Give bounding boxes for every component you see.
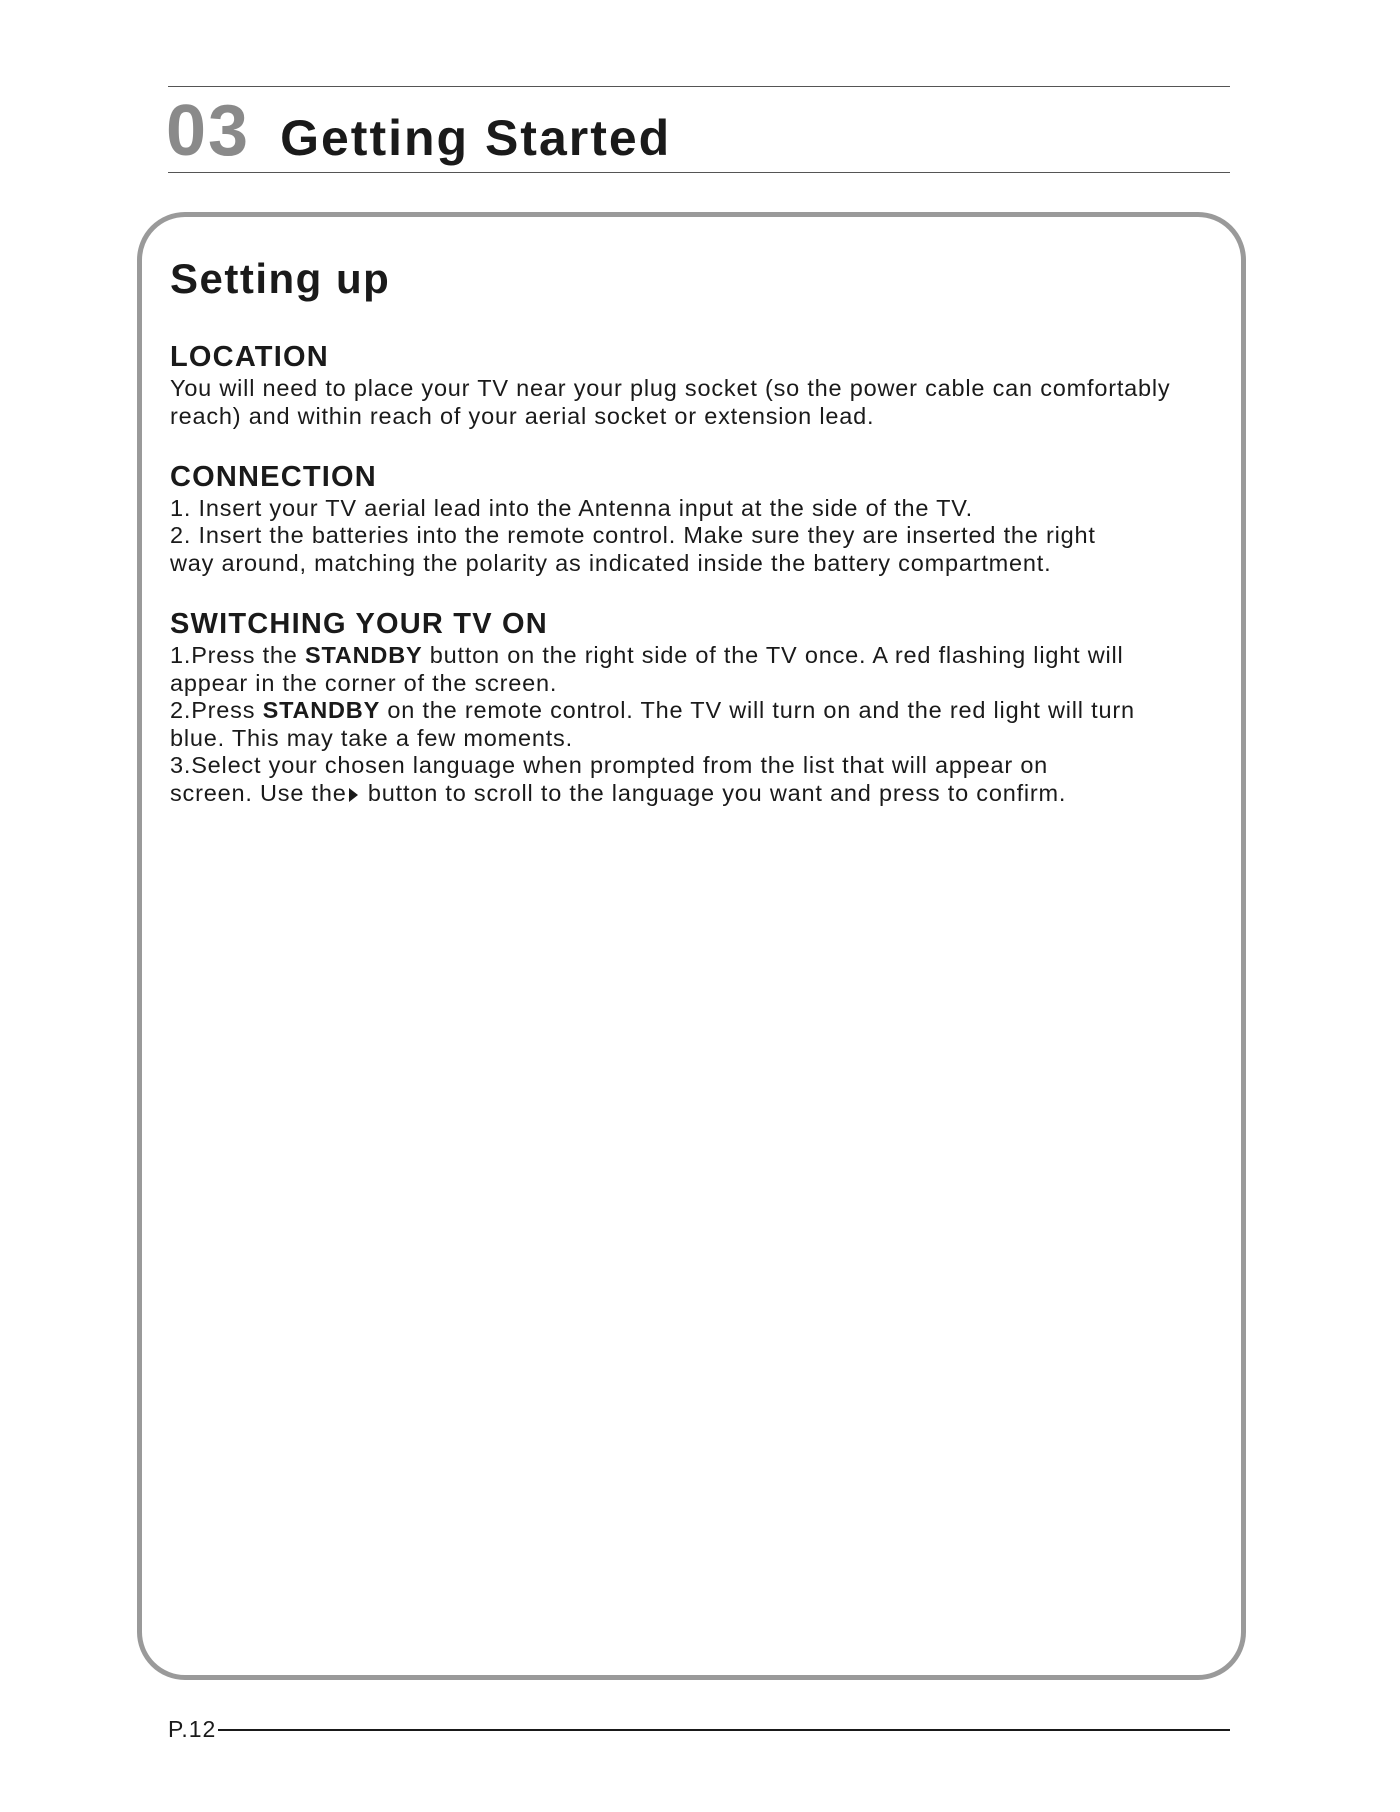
step2-suffix: on the remote control. The TV will turn on and the red light will turn — [380, 697, 1135, 724]
section-title: Setting up — [170, 255, 391, 302]
connection-line-1: 1. Insert your TV aerial lead into the Antenna input at the side of the TV. — [170, 494, 973, 521]
step1-prefix: 1.Press the — [170, 642, 305, 669]
switching-step-1-line-2: appear in the corner of the screen. — [170, 669, 558, 696]
connection-heading: CONNECTION — [170, 461, 377, 494]
location-line-2: reach) and within reach of your aerial socket or extension lead. — [170, 402, 875, 429]
switching-step-3-line-2 — [170, 780, 1220, 808]
switching-step-1 — [170, 642, 1220, 670]
location-heading: LOCATION — [170, 341, 329, 374]
header-bottom-rule — [168, 172, 1230, 173]
location-line-1: You will need to place your TV near your plug socket (so the power cable can comfortably — [170, 375, 1171, 402]
switching-step-2-line-2: blue. This may take a few moments. — [170, 724, 573, 751]
step3-prefix: screen. Use the — [170, 779, 347, 806]
location-block — [170, 340, 1220, 430]
chapter-title: Getting Started — [280, 110, 672, 166]
connection-line-3: way around, matching the polarity as indicated inside the battery compartment. — [170, 549, 1052, 576]
step3-suffix: button to scroll to the language you want and press to confirm. — [360, 779, 1067, 806]
switching-step-3: 3.Select your chosen language when prompted from the list that will appear on — [170, 752, 1049, 779]
step2-standby-label: STANDBY — [262, 697, 381, 724]
switching-block — [170, 607, 1220, 807]
switching-heading: SWITCHING YOUR TV ON — [170, 608, 548, 641]
footer-rule — [218, 1729, 1230, 1731]
panel-content — [170, 254, 1220, 837]
page-footer — [168, 1716, 1230, 1743]
connection-block — [170, 460, 1220, 577]
step1-suffix: button on the right side of the TV once. A red flashing light will — [422, 642, 1124, 669]
page-number: P.12 — [168, 1716, 217, 1742]
right-arrow-icon — [349, 788, 358, 802]
connection-line-2: 2. Insert the batteries into the remote control. Make sure they are inserted the right — [170, 522, 1096, 549]
chapter-header — [166, 90, 671, 170]
step2-prefix: 2.Press — [170, 697, 263, 724]
chapter-number: 03 — [166, 91, 251, 171]
step1-standby-label: STANDBY — [305, 642, 423, 669]
header-top-rule — [168, 86, 1230, 87]
switching-step-2 — [170, 697, 1220, 725]
